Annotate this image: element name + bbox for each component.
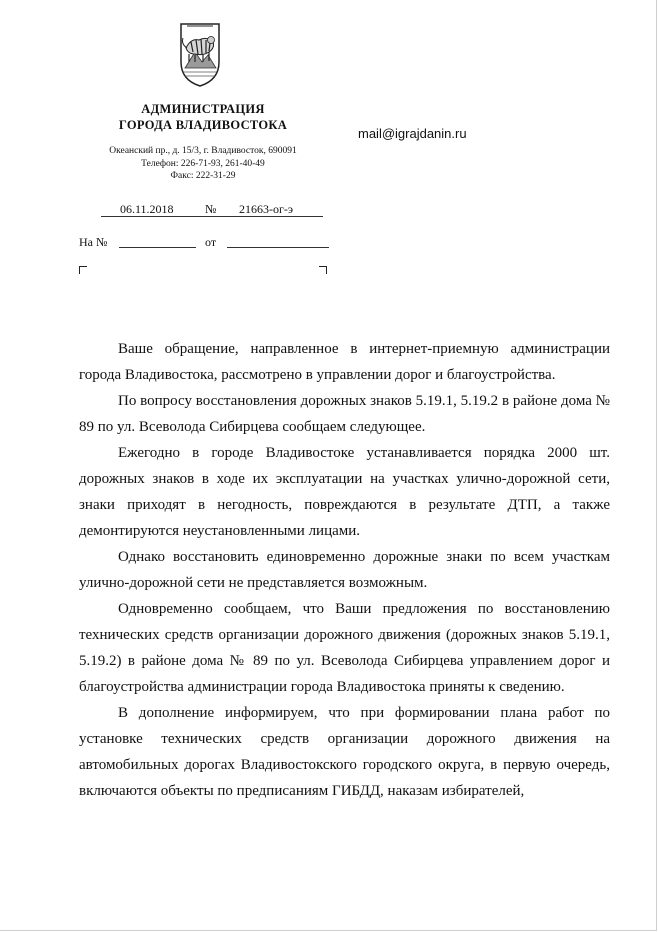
body-paragraph-6: В дополнение информируем, что при формировании плана работ по установке технических средств организации дорожного движения на автомобильных дорогах Владивостокского городского округа, в первую очередь, включаются объекты по предписаниям ГИБДД, наказам избирателей, <box>79 705 610 799</box>
registration-line <box>101 202 323 217</box>
organization-contacts <box>80 145 326 183</box>
org-phones: Телефон: 226-71-93, 261-40-49 <box>141 158 265 169</box>
addressee-corner-right <box>319 266 327 274</box>
registration-number: 21663-ог-э <box>239 202 294 216</box>
org-name-line1: АДМИНИСТРАЦИЯ <box>141 102 265 116</box>
registration-number-sign: № <box>205 202 217 216</box>
addressee-corner-left <box>79 266 87 274</box>
org-address: Океанский пр., д. 15/3, г. Владивосток, 690091 <box>109 146 297 156</box>
body-paragraph-1: Ваше обращение, направленное в интернет-приемную администрации города Владивостока, рассмотрено в управлении дорог и благоустройства. <box>79 341 610 383</box>
body-paragraph-5: Одновременно сообщаем, что Ваши предложения по восстановлению технических средств организации дорожного движения (дорожных знаков 5.19.1, 5.19.2) в районе дома № 89 по ул. Всеволода Сибирцева управлением дорог и благоустройства администрации города Владивостока приняты к сведению. <box>79 601 610 695</box>
reference-number-blank <box>119 247 196 248</box>
body-paragraph-2: По вопросу восстановления дорожных знаков 5.19.1, 5.19.2 в районе дома № 89 по ул. Всеволода Сибирцева сообщаем следующее. <box>79 393 610 435</box>
reference-number-label: На № <box>79 235 108 249</box>
recipient-email: mail@igrajdanin.ru <box>358 126 467 141</box>
registration-date: 06.11.2018 <box>120 202 174 216</box>
vladivostok-coat-of-arms-icon <box>169 22 231 88</box>
reference-line <box>79 232 331 250</box>
body-paragraph-3: Ежегодно в городе Владивостоке устанавливается порядка 2000 шт. дорожных знаков в ходе их эксплуатации на участках улично-дорожной сети, знаки приходят в негодность, повреждаются в результате ДТП, а также демонтируются неустановленными лицами. <box>79 445 610 539</box>
org-name-line2: ГОРОДА ВЛАДИВОСТОКА <box>118 118 288 132</box>
letter-body <box>79 336 610 804</box>
organization-name <box>96 101 310 133</box>
body-paragraph-4: Однако восстановить единовременно дорожные знаки по всем участкам улично-дорожной сети не представляется возможным. <box>79 549 610 591</box>
registration-underline <box>101 216 323 217</box>
org-fax: Факс: 222-31-29 <box>170 171 236 181</box>
reference-date-blank <box>227 247 329 248</box>
reference-date-label: от <box>205 235 217 249</box>
